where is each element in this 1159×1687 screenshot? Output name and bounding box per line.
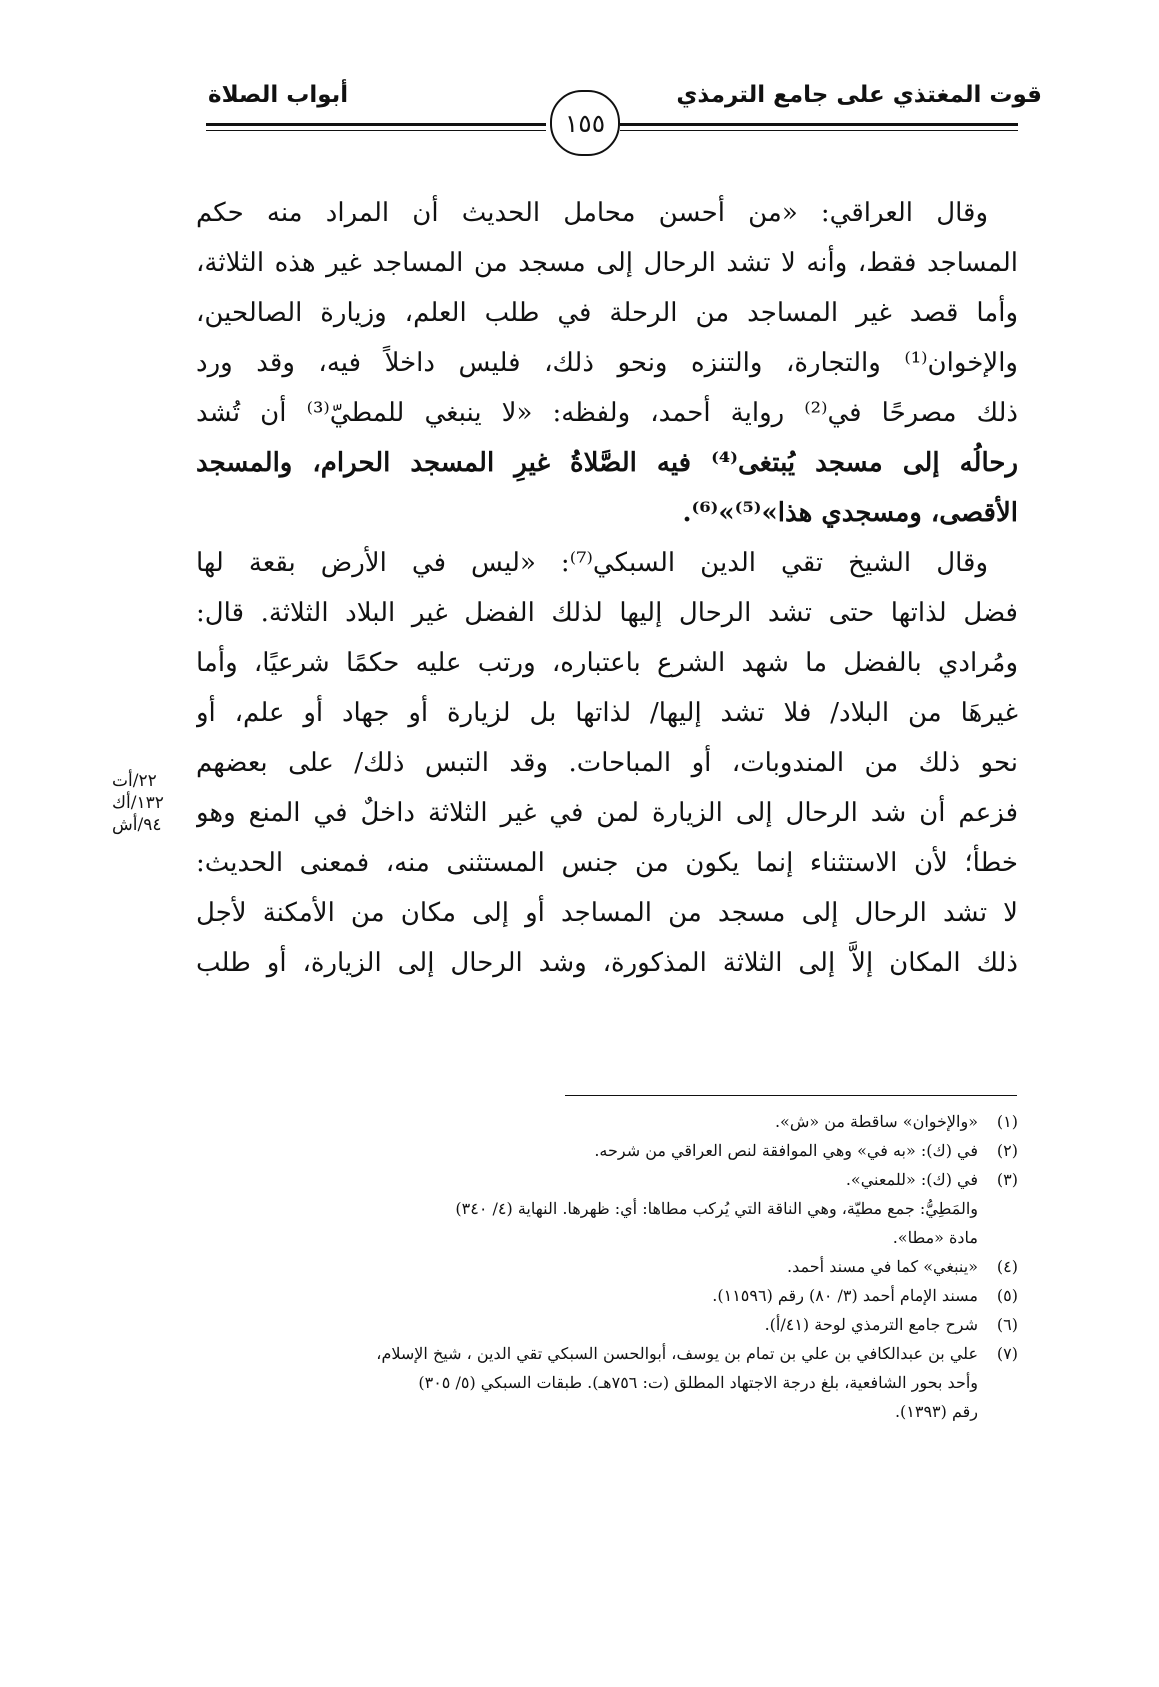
text-line: وقال العراقي: «من أحسن محامل الحديث أن المراد منه حكم xyxy=(196,198,988,228)
footnote-number: (٤) xyxy=(996,1257,1018,1276)
text-line: لا تشد الرحال إلى مسجد من المساجد أو إلى مكان من الأمكنة لأجل xyxy=(196,898,1018,928)
footnote-number: (٢) xyxy=(996,1141,1018,1160)
header-rule-left-bottom xyxy=(206,130,546,131)
text-line: غيرهَا من البلاد/ فلا تشد إليها/ لذاتها بل لزيارة أو جهاد أو علم، أو xyxy=(196,698,1018,728)
footnote-number: (٣) xyxy=(996,1170,1018,1189)
text-line: خطأ؛ لأن الاستثناء إنما يكون من جنس المستثنى منه، فمعنى الحديث: xyxy=(196,848,1018,878)
text-line: ذلك مصرحًا في⁽²⁾ رواية أحمد، ولفظه: «لا ينبغي للمطيّ⁽³⁾ أن تُشد xyxy=(196,398,1018,428)
footnote-text: شرح جامع الترمذي لوحة (٤١/أ). xyxy=(764,1315,978,1334)
main-text xyxy=(196,188,1018,988)
text-line: وقال الشيخ تقي الدين السبكي⁽⁷⁾: «ليس في الأرض بقعة لها xyxy=(196,548,988,578)
footnote-number: (٥) xyxy=(996,1286,1018,1305)
footnote xyxy=(196,1339,1018,1426)
footnote-text: في (ك): «به في» وهي الموافقة لنص العراقي من شرحه. xyxy=(594,1141,978,1160)
text-line: نحو ذلك من المندوبات، أو المباحات. وقد التبس ذلك/ على بعضهم xyxy=(196,748,1018,778)
footnote-text: وأحد بحور الشافعية، بلغ درجة الاجتهاد المطلق (ت: ٧٥٦هـ). طبقات السبكي (٥/ ٣٠٥) xyxy=(418,1373,978,1392)
text-line: فزعم أن شد الرحال إلى الزيارة لمن في غير الثلاثة داخلٌ في المنع وهو xyxy=(196,798,1018,828)
text-line: وأما قصد غير المساجد من الرحلة في طلب العلم، وزيارة الصالحين، xyxy=(196,298,1018,328)
header-rule-left-top xyxy=(206,123,546,126)
footnote-text: مسند الإمام أحمد (٣/ ٨٠) رقم (١١٥٩٦). xyxy=(712,1286,978,1305)
footnote-number: (١) xyxy=(996,1112,1018,1131)
margin-notes xyxy=(112,770,198,836)
footnote-number: (٧) xyxy=(996,1344,1018,1363)
text-line: الأقصى، ومسجدي هذا»⁽⁵⁾»⁽⁶⁾. xyxy=(682,498,1018,528)
text-line: رحالُه إلى مسجد يُبتغى⁽⁴⁾ فيه الصَّلاةُ غيرِ المسجد الحرام، والمسجد xyxy=(196,448,1018,478)
footnotes xyxy=(196,1107,1018,1426)
footnote xyxy=(196,1281,1018,1310)
margin-note: ١٣٢/أك xyxy=(112,793,164,813)
text-line: المساجد فقط، وأنه لا تشد الرحال إلى مسجد من المساجد غير هذه الثلاثة، xyxy=(196,248,1018,278)
footnote-text: رقم (١٣٩٣). xyxy=(894,1402,978,1421)
footnote xyxy=(196,1252,1018,1281)
text-line: والإخوان⁽¹⁾ والتجارة، والتنزه ونحو ذلك، فليس داخلاً فيه، وقد ورد xyxy=(196,348,1018,378)
section-title: أبواب الصلاة xyxy=(208,82,349,108)
text-line: ومُرادي بالفضل ما شهد الشرع باعتباره، ورتب عليه حكمًا شرعيًا، وأما xyxy=(196,648,1018,678)
margin-note: ٢٢/أت xyxy=(112,771,157,791)
footnote xyxy=(196,1310,1018,1339)
page-number: ١٥٥ xyxy=(550,90,620,156)
footnote-text: مادة «مطا». xyxy=(892,1228,978,1247)
header-rule-right-bottom xyxy=(620,130,1018,131)
footnote-text: «ينبغي» كما في مسند أحمد. xyxy=(787,1257,978,1276)
footnote xyxy=(196,1107,1018,1136)
margin-note: ٩٤/أش xyxy=(112,815,162,835)
footnote-number: (٦) xyxy=(996,1315,1018,1334)
text-line: ذلك المكان إلاَّ إلى الثلاثة المذكورة، وشد الرحال إلى الزيارة، أو طلب xyxy=(196,948,1018,978)
footnote-text: علي بن عبدالكافي بن علي بن تمام بن يوسف، أبوالحسن السبكي تقي الدين ، شيخ الإسلام، xyxy=(376,1344,978,1363)
footnote-text: «والإخوان» ساقطة من «ش». xyxy=(774,1112,978,1131)
footnote-separator xyxy=(565,1095,1017,1096)
footnote-text: في (ك): «للمعني». xyxy=(845,1170,978,1189)
book-title: قوت المغتذي على جامع الترمذي xyxy=(676,82,1042,108)
text-line: فضل لذاتها حتى تشد الرحال إليها لذلك الفضل غير البلاد الثلاثة. قال: xyxy=(196,598,1018,628)
footnote xyxy=(196,1194,1018,1252)
header-rule-right-top xyxy=(620,123,1018,126)
footnote-text: والمَطِيُّ: جمع مطيّة، وهي الناقة التي يُركب مطاها: أي: ظهرها. النهاية (٤/ ٣٤٠) xyxy=(455,1199,978,1218)
footnote xyxy=(196,1136,1018,1165)
footnote xyxy=(196,1165,1018,1194)
